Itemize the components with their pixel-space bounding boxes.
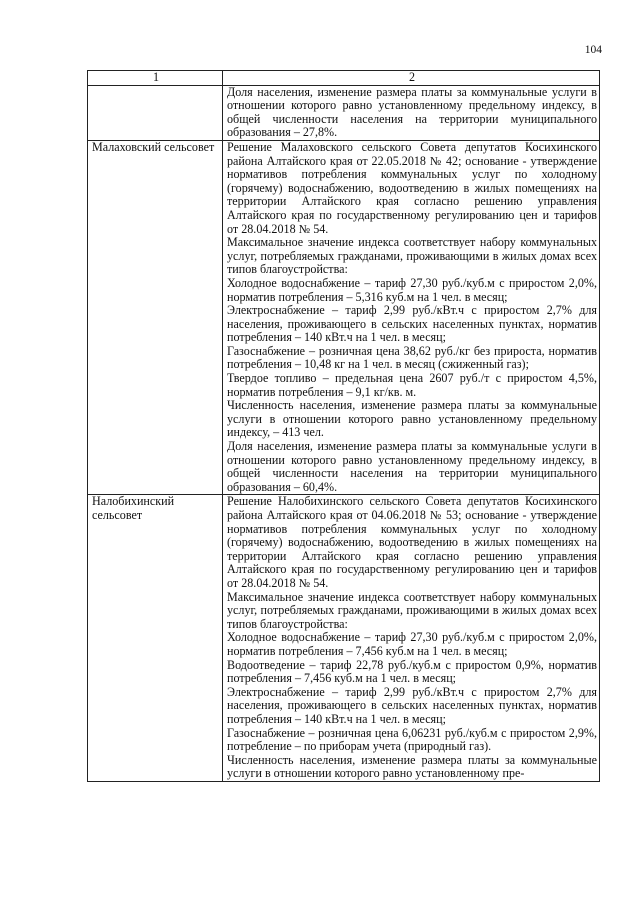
region-name: Малаховский сельсовет	[92, 139, 215, 154]
paragraph: Электроснабжение – тариф 2,99 руб./кВт.ч с приростом 2,7% для населения, проживающего в сельских населенных пунктах, норматив потребления – 140 кВт.ч на 1 чел. в месяц;	[227, 684, 597, 726]
paragraph: Холодное водоснабжение – тариф 27,30 руб./куб.м с приростом 2,0%, норматив потребления – 7,456 куб.м на 1 чел. в месяц;	[227, 630, 597, 658]
paragraph: Газоснабжение – розничная цена 6,06231 руб./куб.м с приростом 2,9%, потребление – по приборам учета (природный газ).	[227, 725, 597, 754]
table-row	[88, 140, 600, 494]
paragraph: Холодное водоснабжение – тариф 27,30 руб./куб.м с приростом 2,0%, норматив потребления – 5,316 куб.м на 1 чел. в месяц;	[227, 275, 597, 304]
table-row	[88, 85, 600, 140]
region-cell	[88, 140, 223, 494]
description-cell	[223, 495, 600, 781]
paragraph: Численность населения, изменение размера платы за коммунальные услуги в отношении которого равно установленному пре-	[227, 752, 597, 781]
column-header-2: 2	[223, 71, 600, 86]
paragraph: Газоснабжение – розничная цена 38,62 руб./кг без прироста, норматив потребления – 10,48 кг на 1 чел. в месяц (сжиженный газ);	[227, 343, 597, 372]
table-row	[88, 495, 600, 781]
tariff-table	[87, 70, 600, 782]
column-header-1: 1	[88, 71, 223, 86]
page-number: 104	[584, 44, 602, 56]
paragraph: Доля населения, изменение размера платы за коммунальные услуги в отношении которого равно установленному предельному индексу, в общей численности населения на территории муниципального образования – 60,4%.	[227, 439, 597, 494]
region-cell	[88, 495, 223, 781]
region-name: Налобихинский сельсовет	[92, 494, 175, 522]
paragraph: Максимальное значение индекса соответствует набору коммунальных услуг, потребляемых гражданами, проживающими в жилых домах всех типов благоустройства:	[227, 589, 597, 631]
region-cell	[88, 85, 223, 140]
paragraph: Водоотведение – тариф 22,78 руб./куб.м с приростом 0,9%, норматив потребления – 7,456 куб.м на 1 чел. в месяц;	[227, 657, 597, 686]
paragraph: Электроснабжение – тариф 2,99 руб./кВт.ч с приростом 2,7% для населения, проживающего в сельских населенных пунктах, норматив потребления – 140 кВт.ч на 1 чел. в месяц;	[227, 303, 597, 345]
description-cell	[223, 85, 600, 140]
paragraph: Твердое топливо – предельная цена 2607 руб./т с приростом 4,5%, норматив потребления – 9,1 кг/кв. м.	[227, 371, 597, 399]
paragraph: Решение Малаховского сельского Совета депутатов Косихинского района Алтайского края от 22.05.2018 № 42; основание - утверждение нормативов потребления коммунальных услуг по холодному (горячему) водоснабжению, водоотведению в жилых помещениях на территории Алтайского края согласно решению управления Алтайского края по государственному регулированию цен и тарифов от 28.04.2018 № 54.	[227, 139, 597, 236]
paragraph: Максимальное значение индекса соответствует набору коммунальных услуг, потребляемых гражданами, проживающими в жилых домах всех типов благоустройства:	[227, 235, 597, 277]
paragraph: Доля населения, изменение размера платы за коммунальные услуги в отношении которого равно установленному предельному индексу, в общей численности населения на территории муниципального образования – 27,8%.	[227, 84, 597, 140]
paragraph: Численность населения, изменение размера платы за коммунальные услуги в отношении которого равно установленному предельному индексу, – 413 чел.	[227, 398, 597, 440]
paragraph: Решение Налобихинского сельского Совета депутатов Косихинского района Алтайского края от 04.06.2018 № 53; основание - утверждение нормативов потребления коммунальных услуг по холодному (горячему) водоснабжению, водоотведению в жилых помещениях на территории Алтайского края согласно решению управления Алтайского края по государственному регулированию цен и тарифов от 28.04.2018 № 54.	[227, 494, 597, 590]
table-header-row	[88, 71, 600, 86]
description-cell	[223, 140, 600, 494]
